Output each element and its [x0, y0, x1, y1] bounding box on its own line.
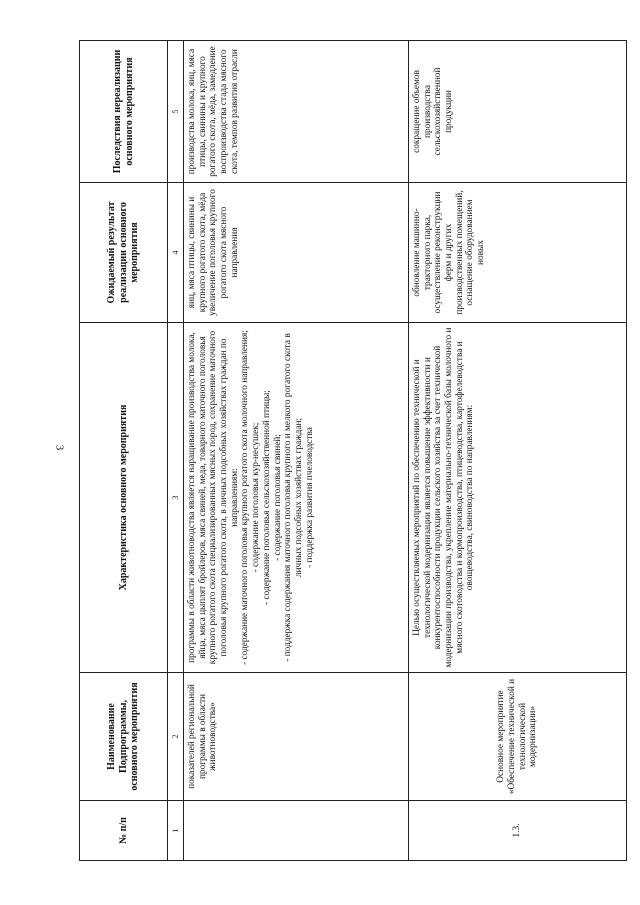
column-number-row [168, 41, 184, 861]
column-number: 4 [168, 183, 184, 323]
row-consequences: производства молока, яиц, мяса птицы, свинины и крупного рогатого скота, мёда, замедление воспроизводства стада мясного скота, темпов развития отрасли [184, 41, 409, 183]
column-number: 5 [168, 41, 184, 183]
column-number: 3 [168, 323, 184, 673]
row-result: обновление машинно-тракторного парка, осуществление реконструкции ферм и других производственных помещений, оснащение оборудованием новых [409, 183, 627, 323]
header-num: № п/п [80, 801, 168, 861]
header-consequences: Последствия нереализации основного мероприятия [80, 41, 168, 183]
header-description: Характеристика основного мероприятия [80, 323, 168, 673]
column-number: 1 [168, 801, 184, 861]
header-result: Ожидаемый результат реализации основного мероприятия [80, 183, 168, 323]
table-row [184, 41, 409, 861]
row-consequences: сокращение объемов производства сельскохозяйственной продукции [409, 41, 627, 183]
row-number: 1.3. [409, 801, 627, 861]
row-result: яиц, мяса птицы, свинины и крупного рогатого скота, мёда увеличение поголовья крупного рогатого скота мясного направления [184, 183, 409, 323]
row-name: Основное мероприятие «Обеспечение технической и технологической модернизации» [409, 673, 627, 801]
row-description: программы в области животноводства является наращивание производства молока, яйца, мяса цыплят бройлеров, мяса свиней, меда, товарного маточного поголовья крупного рогатого скота специализированных мясных пород, сохранение маточного поголовья крупного рогатого скота, в личных подсобных хозяйствах граждан по направлениям: - содержание маточного поголовья крупного рогатого скота молочного направления; - содержание поголовья кур-несушек; - содержание поголовья сельскохозяйственной птицы; - содержание поголовья свиней; - поддержка содержания маточного поголовья крупного и мелкого рогатого скота в личных подсобных хозяйствах граждан; - поддержка развития пчеловодства [184, 323, 409, 673]
measures-table [79, 40, 627, 861]
rotated-table-container [79, 41, 627, 861]
row-description: Целью осуществляемых мероприятий по обеспечению технической и технологической модернизации является повышение эффективности и конкурентоспособности продукции сельского хозяйства за счет технической модернизации производства, укрепление материально-технической базы молочного и мясного скотоводства и кормопроизводства, птицеводства, картофелеводства и овощеводства, свиноводства по направлениям: [409, 323, 627, 673]
row-number [184, 801, 409, 861]
header-name: Наименование Подпрограммы, основного мероприятия [80, 673, 168, 801]
row-name: показателей региональной программы в области животноводства» [184, 673, 409, 801]
table-row [409, 41, 627, 861]
column-number: 2 [168, 673, 184, 801]
page-number: 3 [53, 444, 66, 451]
header-row [80, 41, 168, 861]
